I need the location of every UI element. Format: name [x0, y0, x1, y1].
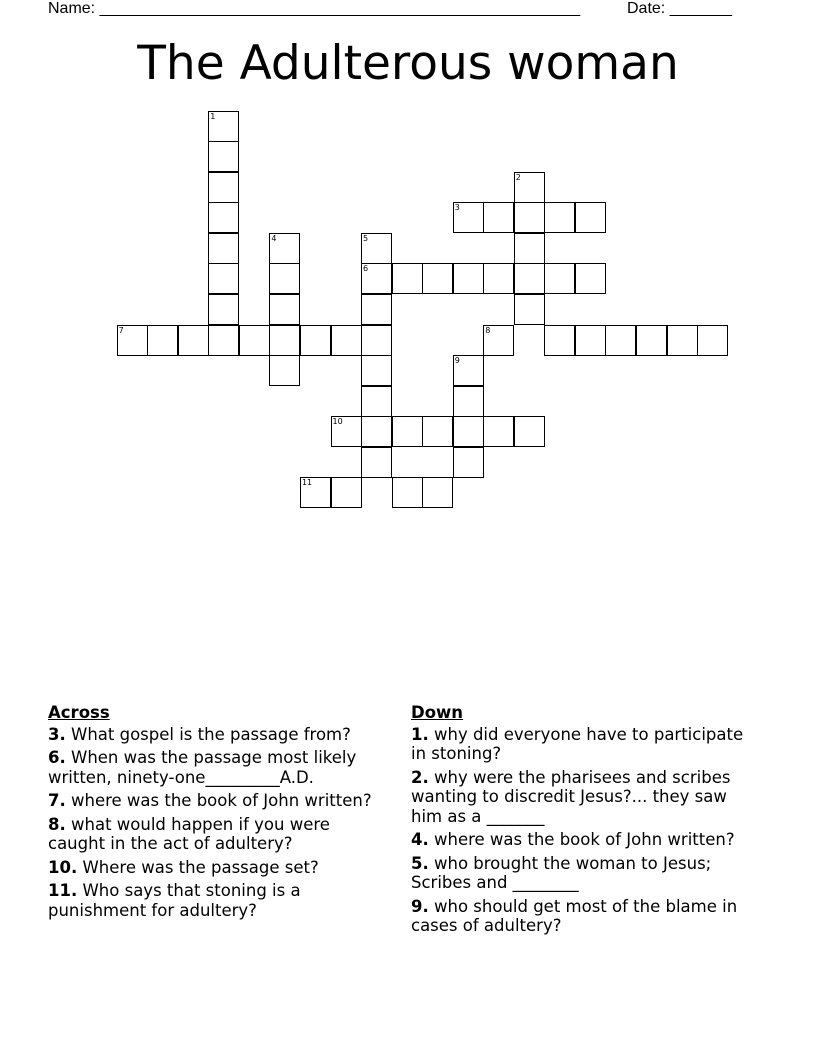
grid-cell[interactable]: [392, 416, 423, 447]
clue-number: 4: [271, 233, 277, 243]
grid-cell[interactable]: [422, 477, 453, 508]
grid-cell[interactable]: [514, 263, 545, 294]
grid-cell[interactable]: [544, 263, 575, 294]
clue-number: 7: [118, 325, 124, 335]
clue-number: 8: [485, 325, 491, 335]
clue-label: 1.: [411, 724, 429, 744]
grid-cell[interactable]: [269, 263, 300, 294]
grid-cell[interactable]: [361, 325, 392, 356]
clue-text: why were the pharisees and scribes wanting to discredit Jesus?... they saw him as a _______: [411, 767, 731, 826]
clue-number: 9: [454, 356, 460, 366]
across-heading: Across: [48, 703, 110, 722]
grid-cell[interactable]: [483, 263, 514, 294]
grid-cell[interactable]: [361, 263, 392, 294]
grid-cell[interactable]: [361, 233, 392, 264]
clue-number: 10: [332, 417, 343, 427]
grid-cell[interactable]: [422, 263, 453, 294]
grid-cell[interactable]: [392, 263, 423, 294]
down-clue: [411, 725, 761, 764]
grid-cell[interactable]: [178, 325, 209, 356]
grid-cell[interactable]: [514, 202, 545, 233]
grid-cell[interactable]: [575, 202, 606, 233]
grid-cell[interactable]: [208, 141, 239, 172]
down-clues: [411, 703, 761, 940]
grid-cell[interactable]: [453, 202, 484, 233]
clue-text: why did everyone have to participate in stoning?: [411, 724, 744, 763]
across-clue: [48, 881, 388, 920]
clue-number: 2: [515, 172, 521, 182]
grid-cell[interactable]: [483, 202, 514, 233]
across-clue: [48, 725, 388, 745]
clue-text: When was the passage most likely written, ninety-one_________A.D.: [48, 748, 357, 787]
clue-text: What gospel is the passage from?: [71, 724, 351, 744]
grid-cell[interactable]: [300, 477, 331, 508]
grid-cell[interactable]: [208, 172, 239, 203]
clue-text: who brought the woman to Jesus; Scribes and ________: [411, 853, 712, 892]
clue-number: 3: [454, 203, 460, 213]
down-clue: [411, 897, 761, 936]
grid-cell[interactable]: [514, 416, 545, 447]
grid-cell[interactable]: [208, 294, 239, 325]
clue-label: 4.: [411, 830, 429, 849]
grid-cell[interactable]: [605, 325, 636, 356]
grid-cell[interactable]: [514, 233, 545, 264]
grid-cell[interactable]: [208, 325, 239, 356]
down-clue: [411, 830, 761, 850]
name-field-line: Name: ______________________________________________________: [48, 0, 581, 17]
clue-text: where was the book of John written?: [71, 791, 372, 810]
down-clue: [411, 768, 761, 827]
grid-cell[interactable]: [697, 325, 728, 356]
across-clue-list: [48, 725, 388, 921]
grid-cell[interactable]: [575, 325, 606, 356]
grid-cell[interactable]: [453, 355, 484, 386]
across-clue: [48, 791, 388, 811]
grid-cell[interactable]: [514, 294, 545, 325]
grid-cell[interactable]: [453, 416, 484, 447]
down-heading: Down: [411, 703, 464, 722]
crossword-grid: [0, 0, 816, 520]
clue-text: Who says that stoning is a punishment for adultery?: [48, 881, 301, 920]
grid-cell[interactable]: [483, 416, 514, 447]
clue-label: 7.: [48, 791, 66, 810]
grid-cell[interactable]: [453, 447, 484, 478]
clue-text: where was the book of John written?: [434, 830, 735, 849]
clue-text: what would happen if you were caught in the act of adultery?: [48, 814, 330, 853]
grid-cell[interactable]: [361, 447, 392, 478]
clue-label: 10.: [48, 857, 78, 877]
clue-label: 8.: [48, 814, 66, 834]
grid-cell[interactable]: [208, 111, 239, 142]
grid-cell[interactable]: [300, 325, 331, 356]
across-clue: [48, 858, 388, 878]
grid-cell[interactable]: [636, 325, 667, 356]
grid-cell[interactable]: [392, 477, 423, 508]
grid-cell[interactable]: [361, 355, 392, 386]
across-clue: [48, 815, 388, 854]
date-field-line: Date: _______: [627, 0, 732, 17]
grid-cell[interactable]: [361, 294, 392, 325]
grid-cell[interactable]: [331, 416, 362, 447]
grid-cell[interactable]: [361, 386, 392, 417]
grid-cell[interactable]: [453, 263, 484, 294]
clue-number: 1: [210, 111, 216, 121]
grid-cell[interactable]: [544, 202, 575, 233]
grid-cell[interactable]: [483, 325, 514, 356]
across-clues: [48, 703, 388, 924]
grid-cell[interactable]: [269, 325, 300, 356]
grid-cell[interactable]: [575, 263, 606, 294]
grid-cell[interactable]: [208, 263, 239, 294]
grid-cell[interactable]: [269, 294, 300, 325]
clue-text: Where was the passage set?: [82, 857, 319, 877]
grid-cell[interactable]: [544, 325, 575, 356]
across-clue: [48, 748, 388, 787]
grid-cell[interactable]: [514, 172, 545, 203]
grid-cell[interactable]: [208, 202, 239, 233]
down-clue: [411, 854, 761, 893]
grid-cell[interactable]: [331, 477, 362, 508]
clue-label: 2.: [411, 767, 429, 787]
grid-cell[interactable]: [117, 325, 148, 356]
grid-cell[interactable]: [147, 325, 178, 356]
grid-cell[interactable]: [361, 416, 392, 447]
clue-label: 6.: [48, 748, 66, 767]
grid-cell[interactable]: [269, 233, 300, 264]
down-clue-list: [411, 725, 761, 936]
grid-cell[interactable]: [239, 325, 270, 356]
clue-label: 3.: [48, 724, 66, 744]
puzzle-title: The Adulterous woman: [137, 36, 679, 91]
clue-number: 5: [363, 233, 369, 243]
clue-number: 11: [301, 478, 313, 488]
grid-cell[interactable]: [269, 355, 300, 386]
clue-text: who should get most of the blame in cases of adultery?: [411, 896, 738, 935]
clue-label: 5.: [411, 853, 429, 873]
grid-cell[interactable]: [453, 386, 484, 417]
grid-cell[interactable]: [667, 325, 698, 356]
grid-cell[interactable]: [331, 325, 362, 356]
clue-label: 11.: [48, 881, 78, 900]
clue-number: 6: [363, 264, 369, 274]
grid-cell[interactable]: [208, 233, 239, 264]
clue-label: 9.: [411, 896, 429, 916]
grid-cell[interactable]: [422, 416, 453, 447]
